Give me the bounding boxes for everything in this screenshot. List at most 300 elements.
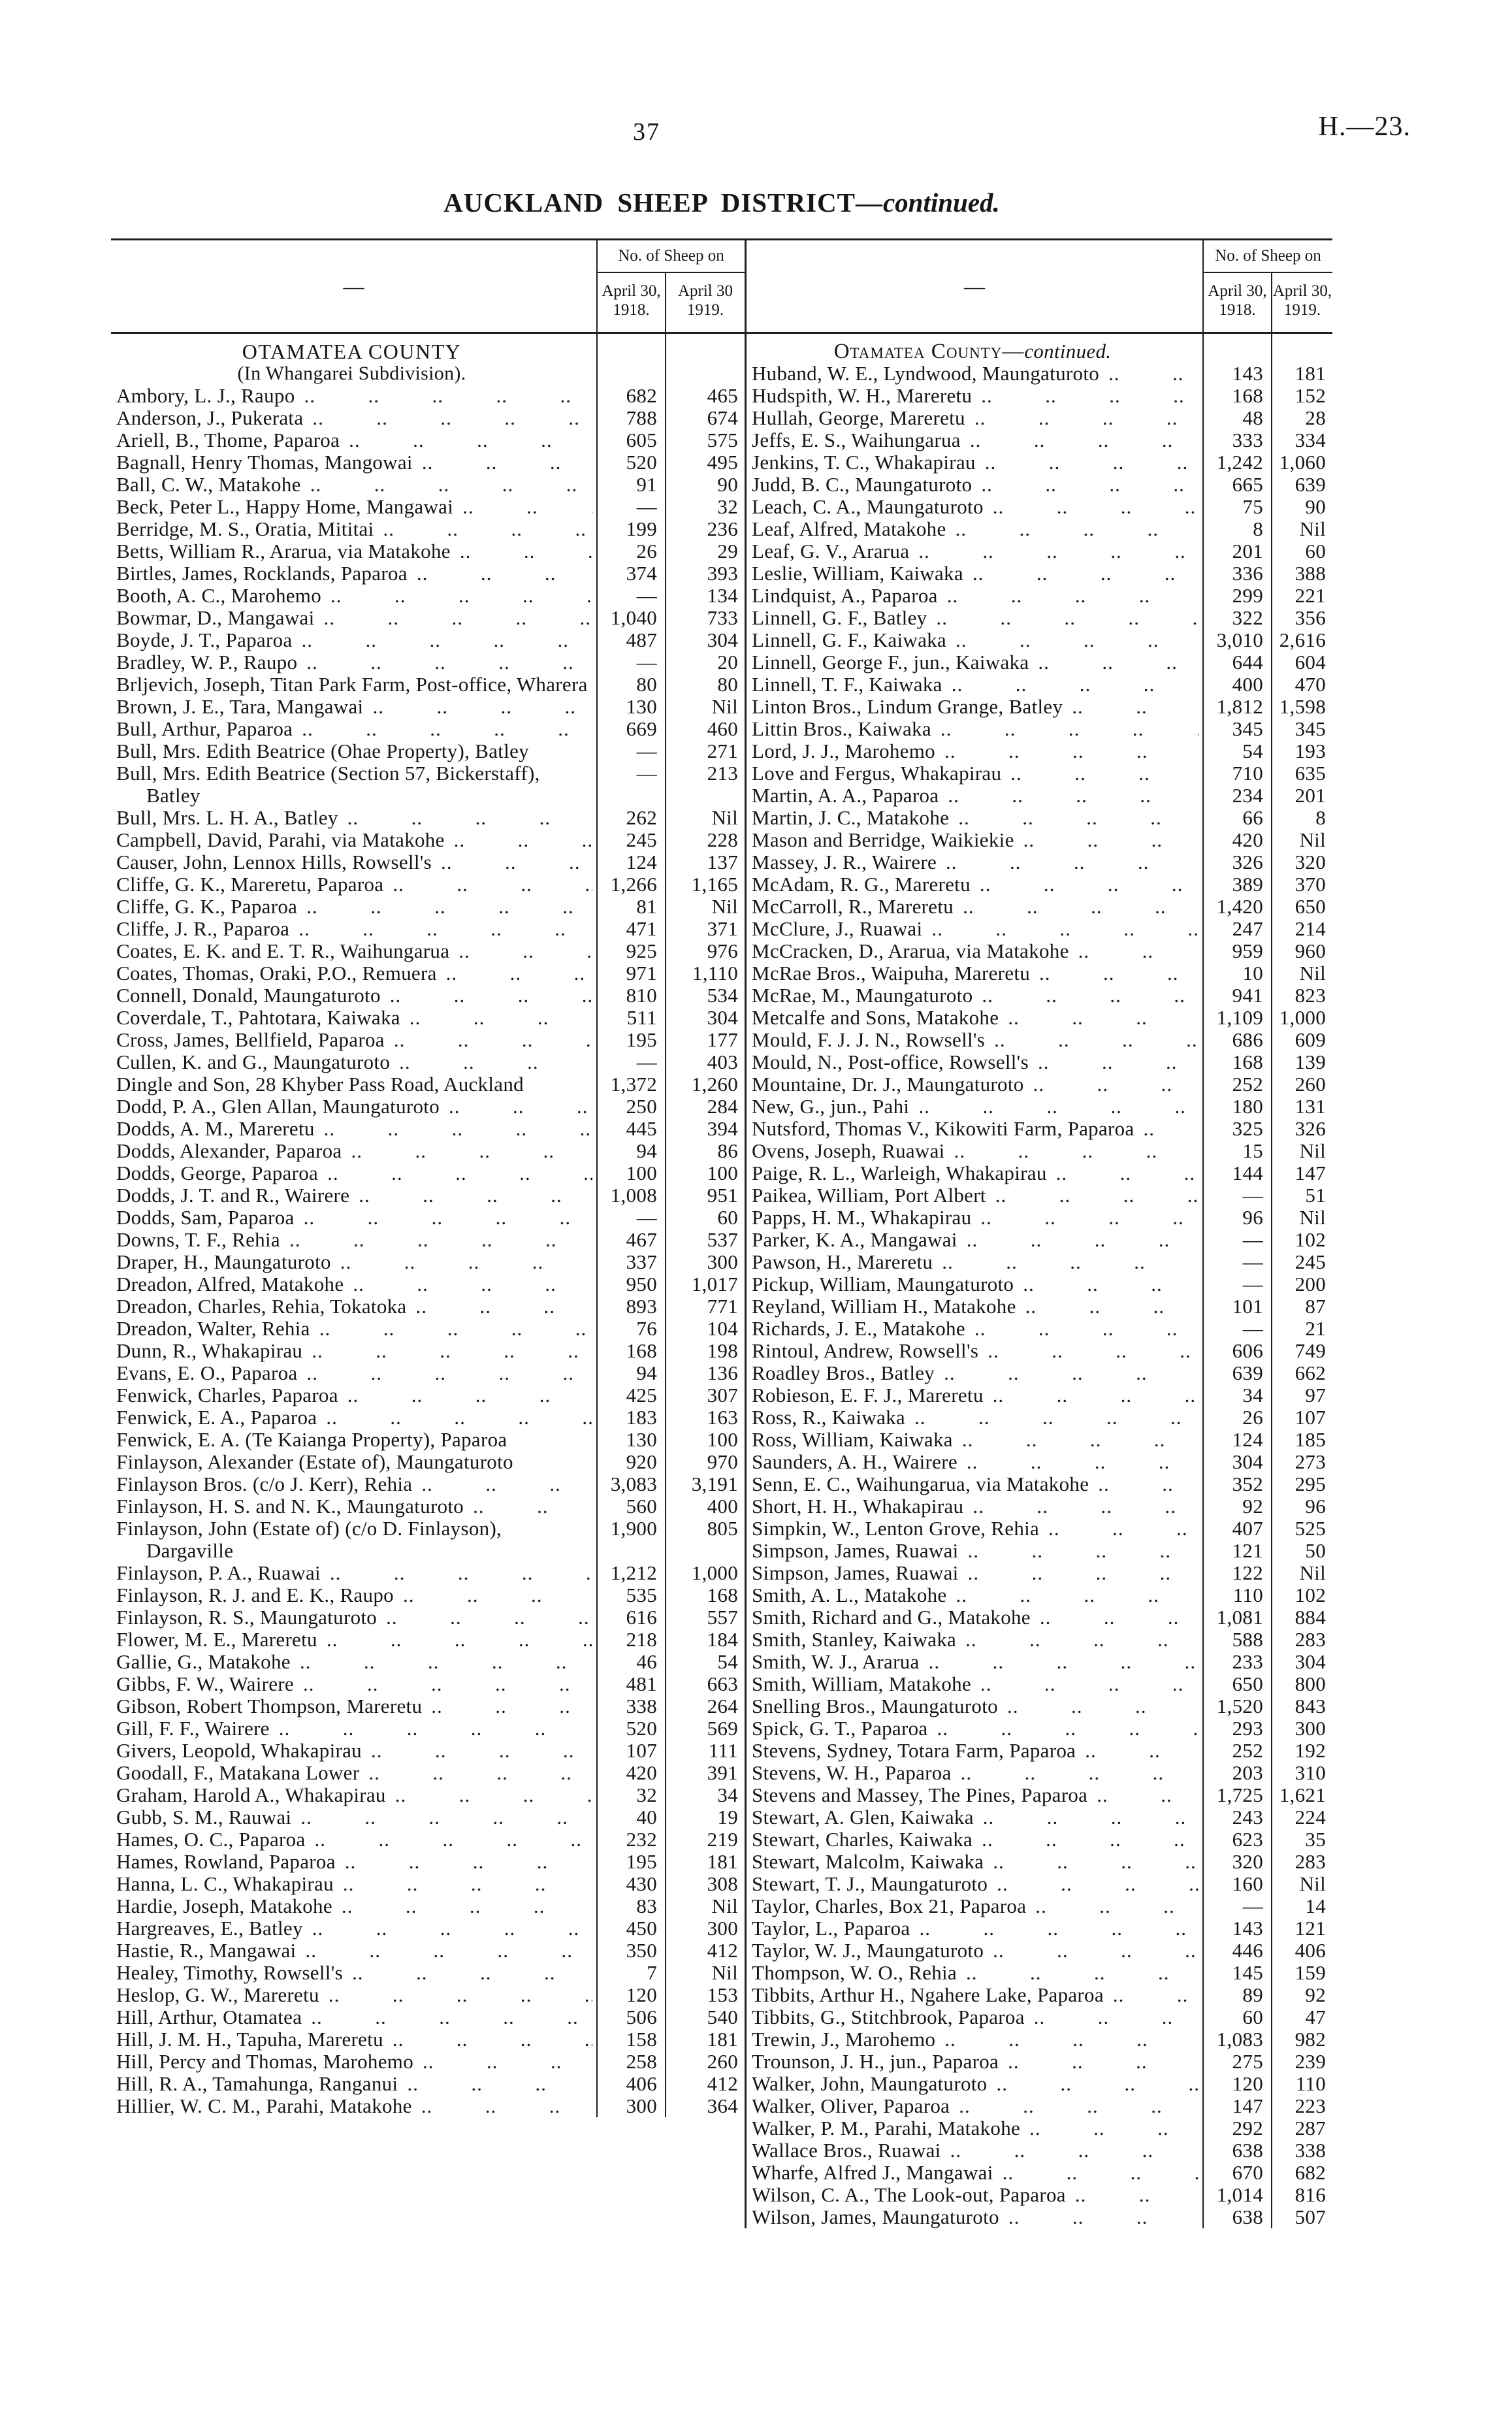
count-1919: 131	[1295, 1095, 1326, 1118]
owner-name	[747, 1362, 1204, 1384]
count-1918: 110	[1204, 1584, 1272, 1606]
count-1918: 218	[598, 1629, 666, 1651]
count-1918: 124	[1204, 1429, 1272, 1451]
count-1919: 110	[1295, 2072, 1326, 2095]
owner-name	[747, 1162, 1204, 1184]
owner-name	[111, 1340, 598, 1362]
owner-name	[111, 1984, 598, 2006]
count-1919: 287	[1295, 2117, 1326, 2139]
owner-name	[111, 540, 598, 562]
owner-name: Bull, Mrs. Edith Beatrice (Section 57, Bickerstaff), Batley	[111, 762, 598, 807]
count-1918: 971	[598, 962, 666, 984]
owner-name	[111, 1495, 598, 1518]
table-row	[111, 1295, 745, 1318]
owner-name-text: Fenwick, Charles, Paparoa	[116, 1384, 338, 1407]
leader-dots	[312, 1340, 592, 1362]
count-1919: 283	[1295, 1628, 1326, 1651]
leader-dots	[306, 1362, 592, 1384]
table-row	[111, 1140, 745, 1162]
leader-dots	[330, 1562, 592, 1584]
count-1918: 168	[598, 1340, 666, 1362]
owner-name	[747, 1407, 1204, 1429]
owner-name	[111, 1096, 598, 1118]
count-1918: 81	[598, 896, 666, 918]
owner-name-text: Hill, R. A., Tamahunga, Ranganui	[116, 2073, 398, 2095]
paper-reference: H.—23.	[1318, 112, 1411, 142]
count-1919: 181	[707, 2028, 738, 2051]
leader-dots	[454, 829, 592, 851]
table-row	[111, 1273, 745, 1295]
owner-name-text: McRae, M., Maungaturoto	[752, 984, 973, 1007]
count-1919: 219	[707, 1828, 738, 1851]
count-1918: 1,372	[598, 1073, 666, 1096]
leader-dots	[449, 1096, 592, 1118]
count-1919: 412	[707, 2072, 738, 2095]
leader-dots	[359, 1184, 592, 1207]
count-1918: 333	[1204, 429, 1272, 451]
count-1918: 145	[1204, 1962, 1272, 1984]
owner-name-text: Finlayson, P. A., Ruawai	[116, 1562, 321, 1584]
leader-dots	[393, 873, 592, 896]
owner-name-text: Ariell, B., Thome, Paparoa	[116, 429, 340, 451]
table-right-rows	[747, 334, 1332, 2228]
table-row	[111, 1073, 745, 1096]
count-1918: 46	[598, 1651, 666, 1673]
leader-dots	[347, 1384, 592, 1407]
count-1919: 805	[707, 1517, 738, 1540]
owner-name: Fenwick, E. A. (Te Kaianga Property), Paparoa	[111, 1429, 598, 1451]
count-1919: 223	[1295, 2094, 1326, 2117]
owner-name	[747, 829, 1204, 851]
owner-name-text: Boyde, J. T., Paparoa	[116, 629, 293, 651]
leader-dots	[936, 607, 1198, 629]
owner-name-text: Hargreaves, E., Batley	[116, 1917, 303, 1940]
owner-name	[747, 873, 1204, 896]
owner-name	[111, 1473, 598, 1495]
leader-dots	[948, 785, 1198, 807]
count-1919: 136	[707, 1361, 738, 1384]
leader-dots	[1040, 1606, 1198, 1629]
table-row	[747, 1917, 1332, 1940]
leader-dots	[1039, 962, 1198, 984]
owner-name	[747, 696, 1204, 718]
owner-name	[747, 1917, 1204, 1940]
count-1918: —	[598, 496, 666, 518]
count-1918: 686	[1204, 1029, 1272, 1051]
owner-name-text: Dodd, P. A., Glen Allan, Maungaturoto	[116, 1096, 440, 1118]
count-1918: 143	[1204, 363, 1272, 385]
count-1918: 243	[1204, 1806, 1272, 1829]
count-1919: 28	[1305, 406, 1326, 429]
count-1919: 300	[707, 1917, 738, 1940]
count-1919: 271	[707, 740, 738, 762]
count-1918: 1,109	[1204, 1007, 1272, 1029]
leader-dots	[944, 1362, 1198, 1384]
count-1919: Nil	[711, 1894, 738, 1917]
leader-dots	[306, 651, 592, 674]
table-row	[111, 1740, 745, 1762]
count-1918: 101	[1204, 1295, 1272, 1318]
count-1918: 100	[598, 1162, 666, 1184]
owner-name-text: Linnell, G. F., Batley	[752, 607, 927, 629]
leader-dots	[399, 1051, 592, 1073]
count-1918: 481	[598, 1673, 666, 1695]
leader-dots	[415, 1295, 592, 1318]
col-header-april-1918-right: April 30, 1918.	[1204, 273, 1272, 332]
leader-dots	[1008, 1007, 1198, 1029]
count-1919-empty	[666, 334, 745, 385]
table-row	[111, 1984, 745, 2006]
owner-name	[111, 1851, 598, 1873]
count-1918: 7	[598, 1962, 666, 1984]
owner-name-text: Taylor, W. J., Maungaturoto	[752, 1940, 984, 1962]
count-1919: 749	[1295, 1339, 1326, 1362]
count-1919: 35	[1305, 1828, 1326, 1851]
owner-name	[111, 474, 598, 496]
owner-name-text: Hardie, Joseph, Matakohe	[116, 1895, 332, 1917]
count-1918: 233	[1204, 1651, 1272, 1673]
owner-name	[111, 607, 598, 629]
table-row	[111, 696, 745, 718]
owner-name	[747, 1184, 1204, 1207]
count-1919: Nil	[711, 806, 738, 829]
leader-dots	[345, 1851, 592, 1873]
count-1918: 304	[1204, 1451, 1272, 1473]
owner-name	[747, 1318, 1204, 1340]
count-1918: —	[598, 740, 666, 762]
owner-name	[111, 1629, 598, 1651]
owner-name	[111, 1651, 598, 1673]
leader-dots	[981, 474, 1198, 496]
table-row	[747, 562, 1332, 585]
table-left-rows	[111, 334, 745, 2117]
count-1919: 221	[1295, 584, 1326, 607]
owner-name-text: Cullen, K. and G., Maungaturoto	[116, 1051, 391, 1073]
count-1918: 920	[598, 1451, 666, 1473]
count-1918: 292	[1204, 2117, 1272, 2139]
leader-dots	[462, 496, 592, 518]
count-1918: 337	[598, 1251, 666, 1273]
owner-name	[747, 2139, 1204, 2162]
owner-name-text: Mould, F. J. J. N., Rowsell's	[752, 1029, 986, 1051]
count-1919: 90	[717, 473, 738, 496]
leader-dots	[1008, 2206, 1198, 2228]
leader-dots	[1108, 363, 1198, 385]
owner-name	[747, 2006, 1204, 2028]
count-1919: 771	[707, 1295, 738, 1318]
count-1919: Nil	[1299, 828, 1326, 851]
count-1918: 143	[1204, 1917, 1272, 1940]
count-1918: 925	[598, 940, 666, 962]
table-row	[747, 785, 1332, 807]
count-1919: 273	[1295, 1450, 1326, 1473]
count-1919: 569	[707, 1717, 738, 1740]
leader-dots	[298, 918, 592, 940]
owner-name-text: Martin, A. A., Paparoa	[752, 785, 939, 807]
count-1919: 96	[1305, 1495, 1326, 1518]
leader-dots	[423, 2051, 592, 2073]
owner-name	[747, 1229, 1204, 1251]
owner-name	[111, 1251, 598, 1273]
count-1919: 843	[1295, 1695, 1326, 1717]
count-1918: 15	[1204, 1140, 1272, 1162]
table-row	[747, 1762, 1332, 1784]
col-header-april-1919-left: April 30 1919.	[677, 282, 733, 319]
count-1919: 184	[707, 1628, 738, 1651]
table-row	[747, 1829, 1332, 1851]
owner-name	[747, 629, 1204, 651]
leader-dots	[300, 1806, 592, 1829]
count-1918: 638	[1204, 2139, 1272, 2162]
owner-name-text: Stewart, T. J., Maungaturoto	[752, 1873, 988, 1895]
count-1918: 258	[598, 2051, 666, 2073]
count-1918: 322	[1204, 607, 1272, 629]
leader-dots	[941, 718, 1198, 740]
count-1919: 181	[707, 1850, 738, 1873]
table-row	[747, 984, 1332, 1007]
owner-name	[111, 1384, 598, 1407]
count-1919: 111	[708, 1739, 738, 1762]
count-1919: 239	[1295, 2050, 1326, 2073]
table-row	[747, 1407, 1332, 1429]
count-1919: 97	[1305, 1384, 1326, 1407]
count-1919: 338	[1295, 2139, 1326, 2162]
leader-dots	[340, 1251, 592, 1273]
owner-name	[111, 1029, 598, 1051]
table-left	[111, 238, 745, 2228]
count-1919: 1,000	[691, 1561, 738, 1584]
owner-name	[747, 674, 1204, 696]
leader-dots	[980, 873, 1198, 896]
owner-name	[747, 2095, 1204, 2117]
table-row	[747, 651, 1332, 674]
col-header-april-1919-right: April 30, 1919.	[1272, 282, 1332, 319]
owner-name-text: Walker, John, Maungaturoto	[752, 2073, 988, 2095]
table-row	[747, 2073, 1332, 2095]
count-1918: —	[598, 1207, 666, 1229]
leader-dots	[324, 607, 593, 629]
table-row	[747, 518, 1332, 540]
count-1919: 650	[1295, 895, 1326, 918]
owner-name-text: Smith, William, Matakohe	[752, 1673, 972, 1695]
owner-name-text: Judd, B. C., Maungaturoto	[752, 474, 973, 496]
owner-name: Dingle and Son, 28 Khyber Pass Road, Auckland	[111, 1073, 598, 1096]
count-1919: 304	[707, 628, 738, 651]
table-row	[111, 562, 745, 585]
owner-name	[111, 1118, 598, 1140]
sheep-returns-tables	[111, 238, 1332, 2228]
count-1918: 8	[1204, 518, 1272, 540]
count-1918: 1,725	[1204, 1784, 1272, 1806]
table-row	[747, 2162, 1332, 2184]
count-1919: 800	[1295, 1672, 1326, 1695]
count-1919: 87	[1305, 1295, 1326, 1318]
owner-name-text: Dodds, A. M., Mareretu	[116, 1118, 315, 1140]
owner-name-text: Thompson, W. O., Rehia	[752, 1962, 957, 1984]
owner-name	[111, 1229, 598, 1251]
count-1918: 201	[1204, 540, 1272, 562]
leader-dots	[973, 1495, 1198, 1518]
table-row	[747, 607, 1332, 629]
count-1919: 300	[1295, 1717, 1326, 1740]
table-row	[747, 1273, 1332, 1295]
table-row	[111, 518, 745, 540]
count-1919: 970	[707, 1450, 738, 1473]
count-1918: —	[598, 651, 666, 674]
owner-name	[111, 1295, 598, 1318]
leader-dots	[303, 1673, 592, 1695]
owner-name	[747, 562, 1204, 585]
table-row	[111, 585, 745, 607]
owner-name-text: Dreadon, Alfred, Matakohe	[116, 1273, 344, 1295]
count-1918: 639	[1204, 1362, 1272, 1384]
table-row	[747, 696, 1332, 718]
count-1918: 325	[1204, 1118, 1272, 1140]
owner-name-text: Paikea, William, Port Albert	[752, 1184, 986, 1207]
count-1919: 168	[707, 1584, 738, 1606]
count-1919: 137	[707, 851, 738, 873]
table-row	[111, 2028, 745, 2051]
leader-dots	[944, 740, 1198, 762]
leader-dots	[352, 1962, 592, 1984]
count-1919: 364	[707, 2094, 738, 2117]
count-1918: 168	[1204, 385, 1272, 407]
owner-name	[111, 1184, 598, 1207]
count-1919: 310	[1295, 1761, 1326, 1784]
count-1919: 639	[1295, 473, 1326, 496]
count-1918: 710	[1204, 762, 1272, 785]
owner-name-text: Stewart, A. Glen, Kaiwaka	[752, 1806, 974, 1829]
table-row	[111, 1962, 745, 1984]
owner-name-text: Dodds, George, Paparoa	[116, 1162, 319, 1184]
count-1918: 810	[598, 984, 666, 1007]
owner-name-text: Smith, Stanley, Kaiwaka	[752, 1629, 957, 1651]
count-1918: 234	[1204, 785, 1272, 807]
leader-dots	[1075, 2184, 1198, 2206]
leader-dots	[937, 1717, 1198, 1740]
count-1919: 400	[707, 1495, 738, 1518]
count-1918: 467	[598, 1229, 666, 1251]
count-1919: 326	[1295, 1117, 1326, 1140]
table-row	[111, 1673, 745, 1695]
leader-dots	[1023, 829, 1198, 851]
count-1919: 345	[1295, 717, 1326, 740]
owner-name	[111, 918, 598, 940]
count-1918: 1,014	[1204, 2184, 1272, 2206]
count-1918: —	[598, 762, 666, 807]
table-row	[747, 918, 1332, 940]
count-1919: 214	[1295, 917, 1326, 940]
owner-name-text: Mountaine, Dr. J., Maungaturoto	[752, 1073, 1024, 1096]
count-1919: 1,060	[1279, 451, 1326, 474]
owner-name-text: Downs, T. F., Rehia	[116, 1229, 280, 1251]
owner-name	[111, 1762, 598, 1784]
table-row	[747, 718, 1332, 740]
table-row	[747, 407, 1332, 429]
sheep-count-group-header-right: No. of Sheep on	[1204, 240, 1332, 273]
count-1918: 445	[598, 1118, 666, 1140]
count-1918: 616	[598, 1606, 666, 1629]
table-row	[111, 1873, 745, 1895]
leader-dots	[966, 1962, 1198, 1984]
table-row	[111, 807, 745, 829]
table-row	[111, 1162, 745, 1184]
table-row	[747, 2206, 1332, 2228]
leader-dots	[995, 1184, 1198, 1207]
table-row	[747, 429, 1332, 451]
table-row	[111, 1695, 745, 1717]
table-row	[111, 829, 745, 851]
owner-name-text: Jenkins, T. C., Whakapirau	[752, 451, 976, 474]
table-row	[747, 1207, 1332, 1229]
count-1918: 107	[598, 1740, 666, 1762]
leader-dots	[304, 385, 593, 407]
owner-name	[111, 1962, 598, 1984]
owner-name-text: Bull, Arthur, Paparoa	[116, 718, 293, 740]
table-row	[747, 896, 1332, 918]
count-1919: 134	[707, 584, 738, 607]
count-1919: 609	[1295, 1028, 1326, 1051]
count-1918: 247	[1204, 918, 1272, 940]
owner-name-text: Dunn, R., Whakapirau	[116, 1340, 303, 1362]
owner-name	[747, 2162, 1204, 2184]
owner-name-text: Tibbits, G., Stitchbrook, Paparoa	[752, 2006, 1025, 2028]
owner-name: Finlayson, Alexander (Estate of), Maungaturoto	[111, 1451, 598, 1473]
owner-name-text: Trounson, J. H., jun., Paparoa	[752, 2051, 999, 2073]
owner-name	[111, 562, 598, 585]
leader-dots	[403, 1584, 592, 1606]
count-1918: 275	[1204, 2051, 1272, 2073]
count-1918: 1,266	[598, 873, 666, 896]
owner-name-text: Dreadon, Charles, Rehia, Tokatoka	[116, 1295, 407, 1318]
table-row	[747, 762, 1332, 785]
table-row	[747, 1162, 1332, 1184]
table-row	[747, 1251, 1332, 1273]
owner-name-text: Hanna, L. C., Whakapirau	[116, 1873, 334, 1895]
table-row	[111, 1473, 745, 1495]
count-1918: 1,242	[1204, 451, 1272, 474]
table-right-header	[747, 238, 1332, 334]
count-1918: 26	[1204, 1407, 1272, 1429]
count-1918: 94	[598, 1140, 666, 1162]
owner-name	[747, 1784, 1204, 1806]
owner-name	[111, 873, 598, 896]
owner-name-text: Huband, W. E., Lyndwood, Maungaturoto	[752, 363, 1100, 385]
count-1919: 403	[707, 1050, 738, 1073]
owner-name	[111, 1917, 598, 1940]
count-1918: 606	[1204, 1340, 1272, 1362]
table-row	[111, 1029, 745, 1051]
count-1919: 92	[1305, 1983, 1326, 2006]
count-1918: 300	[598, 2095, 666, 2117]
table-row	[747, 1695, 1332, 1717]
owner-name	[747, 918, 1204, 940]
table-row	[747, 1984, 1332, 2006]
leader-dots	[1038, 1051, 1198, 1073]
owner-name	[747, 1140, 1204, 1162]
owner-name-text: Hastie, R., Mangawai	[116, 1940, 297, 1962]
count-1919: 260	[707, 2050, 738, 2073]
leader-dots	[330, 585, 592, 607]
count-1919: 1,260	[691, 1073, 738, 1096]
owner-name	[747, 1851, 1204, 1873]
count-1918: 450	[598, 1917, 666, 1940]
owner-name-text: Gibson, Robert Thompson, Mareretu	[116, 1695, 423, 1717]
leader-dots	[368, 1762, 592, 1784]
leader-dots	[993, 1384, 1198, 1407]
table-row	[111, 474, 745, 496]
count-1918: 10	[1204, 962, 1272, 984]
